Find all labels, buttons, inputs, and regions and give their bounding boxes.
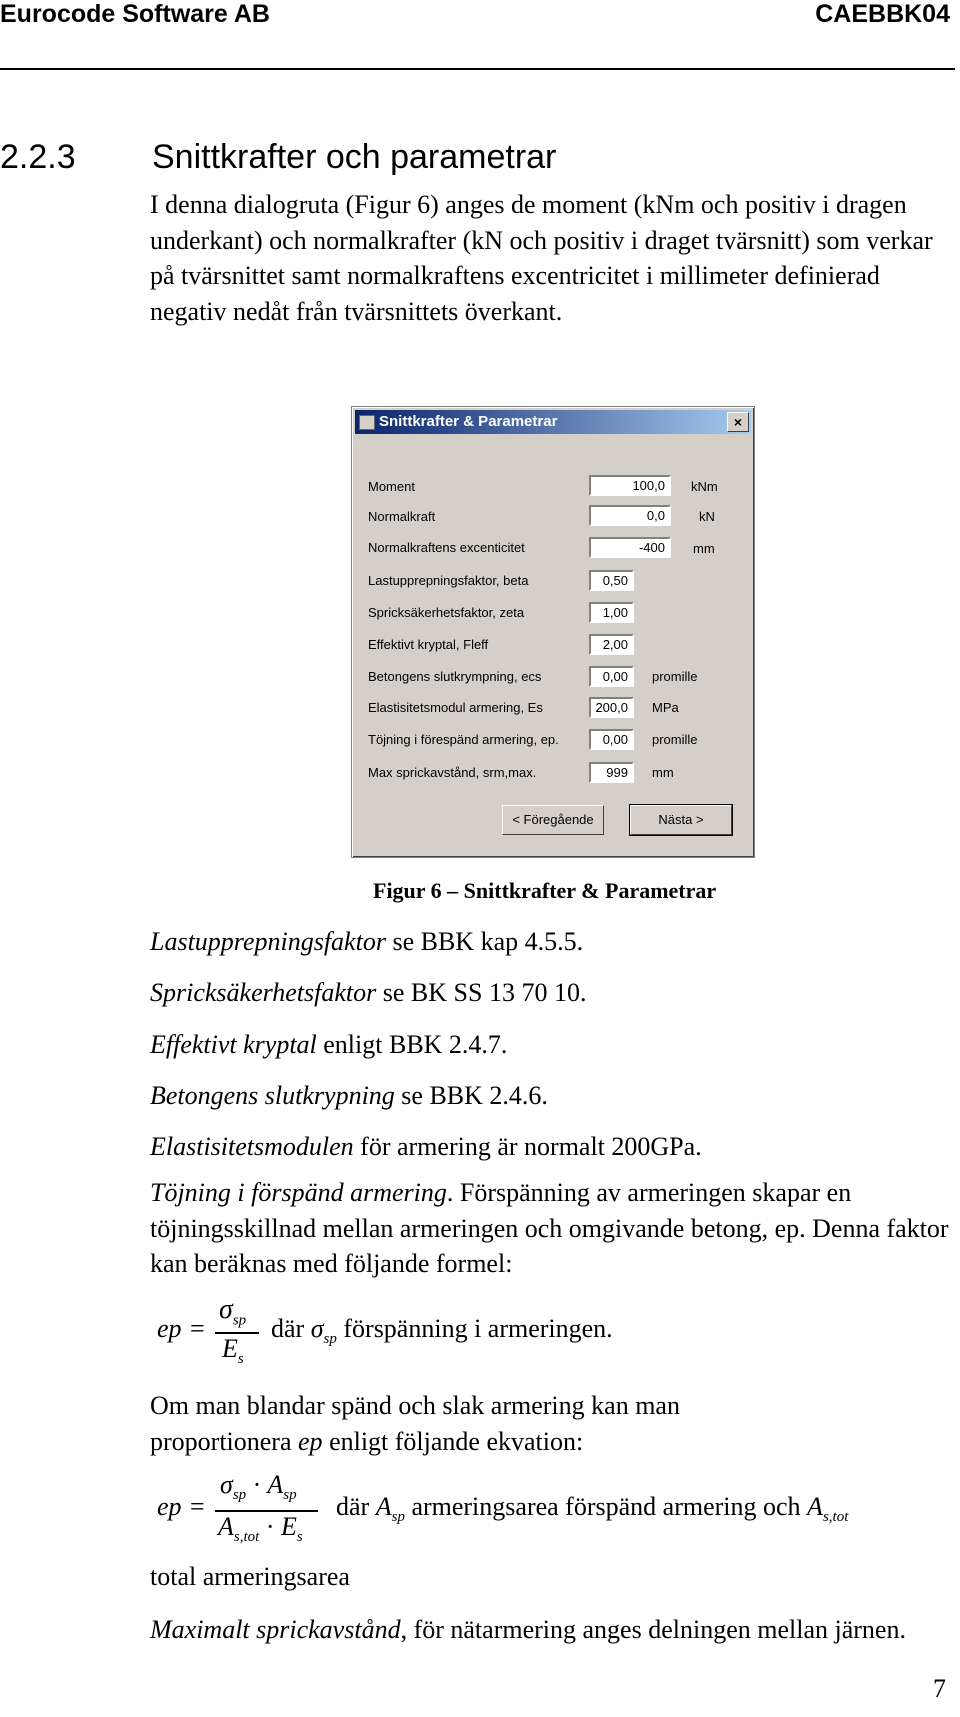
label-prestrain: Töjning i förespänd armering, ep.	[368, 732, 559, 747]
sigma-symbol: σ	[310, 1314, 324, 1343]
formula1-equals: =	[190, 1314, 205, 1343]
formula1-lhs: ep	[157, 1314, 182, 1343]
label-zeta: Spricksäkerhetsfaktor, zeta	[368, 605, 525, 620]
text: förspänning i armeringen.	[336, 1314, 613, 1343]
sigma-symbol: σ	[219, 1294, 233, 1325]
header-company: Eurocode Software AB	[0, 0, 270, 28]
note-text: se BK SS 13 70 10.	[376, 978, 587, 1007]
eccentricity-field[interactable]: -400	[589, 537, 671, 558]
elastic-modulus-field[interactable]: 200,0	[589, 697, 634, 718]
prestrain-text: . Förspänning av armeringen skapar en töjningsskillnad mellan armeringen och omgivande betong, ep. Denna faktor kan beräknas med följande formel:	[150, 1178, 949, 1278]
prestrain-term: Töjning i förspänd armering	[150, 1178, 447, 1207]
formula2-explanation-line2: total armeringsarea	[150, 1562, 350, 1591]
subscript: sp	[283, 1487, 297, 1504]
unit-shrinkage: promille	[652, 669, 698, 684]
subscript: sp	[232, 1487, 247, 1504]
subscript: sp	[323, 1331, 337, 1348]
note-text: se BBK kap 4.5.5.	[385, 927, 584, 956]
creep-field[interactable]: 2,00	[589, 634, 634, 655]
dialog-title: Snittkrafter & Parametrar	[379, 413, 558, 430]
formula1-numerator	[219, 1294, 246, 1330]
text: enligt följande ekvation:	[322, 1427, 584, 1456]
figure-caption: Figur 6 – Snittkrafter & Parametrar	[373, 878, 717, 903]
unit-eccentricity: mm	[693, 541, 715, 556]
subscript: s	[296, 1529, 303, 1546]
text: armeringsarea förspänd armering och	[404, 1492, 808, 1521]
note-safety-factor	[150, 978, 586, 1008]
unit-max-crack: mm	[652, 765, 674, 780]
e-symbol: E	[222, 1334, 238, 1363]
unit-moment: kNm	[691, 479, 718, 494]
label-beta: Lastupprepningsfaktor, beta	[368, 573, 529, 588]
subscript: s,tot	[822, 1509, 849, 1526]
label-moment: Moment	[368, 479, 415, 494]
label-eccentricity: Normalkraftens excenticitet	[368, 540, 525, 555]
sigma-symbol: σ	[220, 1470, 233, 1499]
formula2-equals: =	[190, 1492, 205, 1521]
note-text: för armering är normalt 200GPa.	[353, 1132, 702, 1161]
header-document-code: CAEBBK04	[815, 0, 950, 28]
prestrain-paragraph	[150, 1175, 950, 1282]
note-text: enligt BBK 2.4.7.	[316, 1030, 508, 1059]
subscript: s,tot	[233, 1529, 260, 1546]
a-symbol: A	[375, 1492, 392, 1521]
subscript: sp	[391, 1509, 405, 1526]
max-crack-field[interactable]: 999	[589, 762, 634, 783]
page-number: 7	[933, 1674, 946, 1703]
e-symbol: E	[281, 1512, 297, 1541]
dot: ·	[265, 1512, 275, 1541]
intro-paragraph: I denna dialogruta (Figur 6) anges de moment (kNm och positiv i dragen underkant) och normalkrafter (kN och positiv i draget tvärsnitt) som verkar på tvärsnittet samt normalkraftens excentricitet i millimeter definierad negativ nedåt från tvärsnittets överkant.	[150, 190, 933, 326]
next-button[interactable]: Nästa >	[630, 805, 732, 835]
dot: ·	[252, 1470, 262, 1499]
max-crack-text: , för nätarmering anges delningen mellan järnen.	[400, 1615, 906, 1644]
formula1-explanation	[271, 1314, 613, 1348]
note-text: se BBK 2.4.6.	[394, 1081, 548, 1110]
prestrain-field[interactable]: 0,00	[589, 729, 634, 750]
note-shrinkage	[150, 1081, 548, 1111]
a-symbol: A	[807, 1492, 823, 1521]
section-heading	[0, 138, 556, 177]
ep-term: ep	[298, 1427, 323, 1456]
beta-field[interactable]: 0,50	[589, 570, 634, 591]
parameters-dialog	[351, 406, 755, 858]
note-term: Effektivt kryptal	[150, 1030, 317, 1059]
note-term: Betongens slutkrypning	[150, 1081, 395, 1110]
mixed-line-2	[150, 1427, 583, 1457]
label-creep: Effektivt kryptal, Fleff	[368, 637, 489, 652]
a-symbol: A	[218, 1512, 234, 1541]
section-title: Snittkrafter och parametrar	[152, 138, 557, 176]
dialog-titlebar	[355, 410, 751, 434]
a-symbol: A	[267, 1470, 284, 1499]
formula2-numerator	[220, 1470, 297, 1504]
text: proportionera	[150, 1427, 299, 1456]
label-normal-force: Normalkraft	[368, 509, 436, 524]
note-term: Spricksäkerhetsfaktor	[150, 978, 377, 1007]
formula2-lhs: ep	[157, 1492, 182, 1521]
note-load-factor	[150, 927, 583, 957]
subscript: s	[237, 1351, 244, 1368]
subscript: sp	[232, 1312, 247, 1329]
formula2-explanation	[336, 1492, 848, 1526]
zeta-field[interactable]: 1,00	[589, 602, 634, 623]
normal-force-field[interactable]: 0,0	[589, 505, 671, 526]
mixed-line-1: Om man blandar spänd och slak armering kan man	[150, 1391, 680, 1420]
moment-field[interactable]: 100,0	[589, 475, 671, 496]
unit-prestrain: promille	[652, 732, 698, 747]
shrinkage-field[interactable]: 0,00	[589, 666, 634, 687]
max-crack-term: Maximalt sprickavstånd	[150, 1615, 401, 1644]
note-term: Elastisitetsmodulen	[150, 1132, 354, 1161]
note-elastic-modulus	[150, 1132, 702, 1162]
text: där	[336, 1492, 376, 1521]
section-number: 2.2.3	[0, 138, 76, 176]
close-button[interactable]: ×	[727, 412, 749, 432]
unit-elastic-modulus: MPa	[652, 700, 679, 715]
unit-normal-force: kN	[699, 509, 715, 524]
max-crack-paragraph	[150, 1612, 950, 1648]
formula2-denominator	[218, 1512, 303, 1546]
label-elastic-modulus: Elastisitetsmodul armering, Es	[368, 700, 543, 715]
previous-button[interactable]: < Föregående	[502, 805, 604, 835]
label-max-crack: Max sprickavstånd, srm,max.	[368, 765, 537, 780]
header-divider	[0, 68, 955, 70]
label-shrinkage: Betongens slutkrympning, ecs	[368, 669, 542, 684]
formula1-denominator	[222, 1334, 244, 1368]
app-icon	[359, 415, 375, 430]
note-term: Lastupprepningsfaktor	[150, 927, 386, 956]
text: där	[271, 1314, 311, 1343]
note-creep	[150, 1030, 507, 1060]
